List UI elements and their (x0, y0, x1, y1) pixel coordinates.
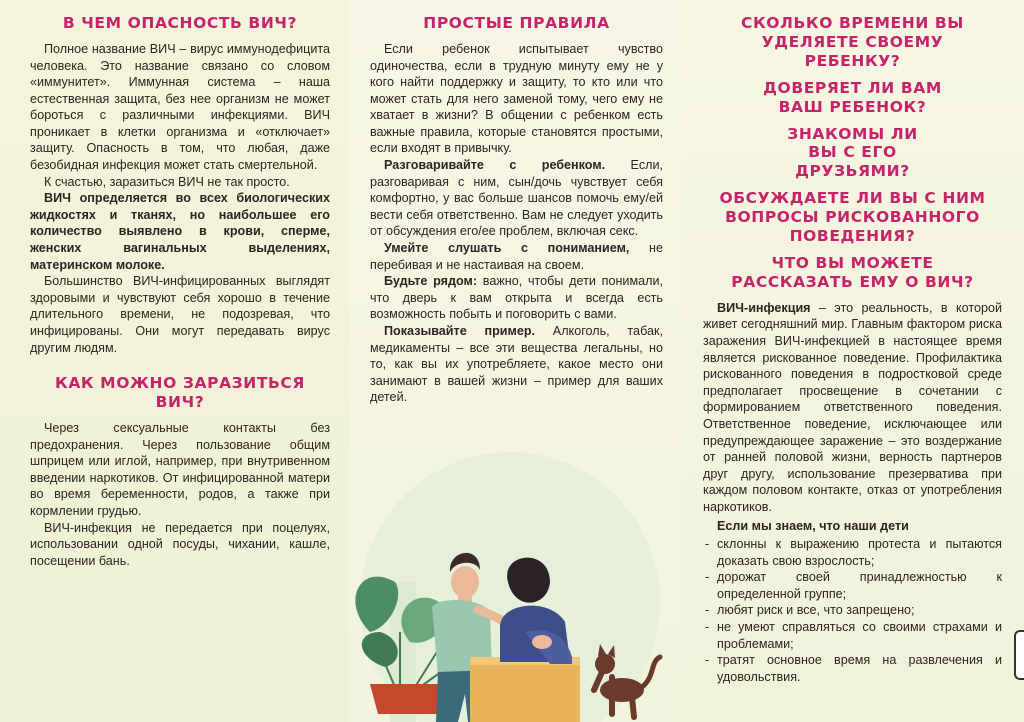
list-item: - тратят основное время на развлечения и удовольствия. (703, 652, 1002, 685)
list-intro: Если мы знаем, что наши дети (717, 518, 909, 533)
box (470, 657, 580, 722)
page-edge-tab (1014, 630, 1024, 680)
heading-danger: В ЧЕМ ОПАСНОСТЬ ВИЧ? (62, 14, 298, 32)
right-panel (683, 0, 1024, 722)
danger-paragraph-4: Большинство ВИЧ-инфицированных выглядят здоровыми и чувствуют себя хорошо в течение длительного времени, не подозревая, что инфицированы. Они могут передавать вирус другим людям. (30, 274, 330, 355)
question-hiv: ЧТО ВЫ МОЖЕТЕ РАССКАЗАТЬ ЕМУ О ВИЧ? (731, 253, 974, 291)
rule-example: Показывайте пример. Алкоголь, табак, медикаменты – все эти вещества легальны, но то, как вы их употребляете, какое место они занимают в вашей жизни – пример для ваших детей. (370, 324, 663, 405)
heading-infection: КАК МОЖНО ЗАРАЗИТЬСЯ ВИЧ? (55, 374, 305, 412)
list-item: - склонны к выражению протеста и пытаются доказать свою взрослость; (703, 536, 1002, 569)
rule-talk: Разговаривайте с ребенком. Если, разговаривая с ним, сын/дочь чувствует себя комфортно, у вас больше шансов помочь ему/ей вести себя ответственно. Вам не следует уходить от обсуждения его/ее проблем, включая секс. (370, 158, 663, 239)
rule-near: Будьте рядом: важно, чтобы дети понимали, что дверь к вам открыта и всегда есть возможность побыть и поговорить с вами. (370, 274, 664, 322)
list-item: - не умеют справляться со своими страхами и проблемами; (703, 619, 1002, 652)
children-traits-list (703, 536, 1002, 685)
question-friends: ЗНАКОМЫ ЛИ ВЫ С ЕГО ДРУЗЬЯМИ? (787, 124, 918, 181)
danger-paragraph-3: ВИЧ определяется во всех биологических жидкостях и тканях, но наибольшее его количество выявлено в крови, сперме, женских вагинальных выделениях, материнском молоке. (30, 191, 330, 272)
reality-paragraph: ВИЧ-инфекция – это реальность, в которой живет сегодняшний мир. Главным фактором риска заражения ВИЧ-инфекцией в настоящее время является рискованное поведение. Профилактика рискованного поведения в подростковой среде предполагает просвещение в сочетании с формированием ответственного поведения. Ответственное поведение, исключающее или предупреждающее заражение – это воздержание от ранней половой жизни, верность партнеров друг другу, использование презерватива при каждом половом контакте, отказ от употребления наркотиков. (703, 300, 1002, 514)
list-item: - дорожат своей принадлежностью к определенной группе; (703, 569, 1002, 602)
question-time: СКОЛЬКО ВРЕМЕНИ ВЫ УДЕЛЯЕТЕ СВОЕМУ РЕБЕНКУ? (741, 14, 964, 70)
rule-listen: Умейте слушать с пониманием, не перебивая и не настаивая на своем. (370, 241, 663, 272)
infection-paragraph-2: ВИЧ-инфекция не передается при поцелуях, использовании одной посуды, чихании, кашле, посещении бань. (30, 520, 330, 568)
infection-paragraph-1: Через сексуальные контакты без предохранения. Через пользование общим шприцем или иглой, например, при внутривенном введении наркотиков. От инфицированной матери во время беременности, родов, а также при кормлении грудью. (30, 421, 330, 518)
mother-child-illustration (350, 432, 683, 722)
middle-panel (350, 0, 683, 722)
danger-paragraph-2: К счастью, заразиться ВИЧ не так просто. (44, 174, 290, 189)
question-risk: ОБСУЖДАЕТЕ ЛИ ВЫ С НИМ ВОПРОСЫ РИСКОВАННОГО ПОВЕДЕНИЯ? (719, 189, 986, 246)
list-item: - любят риск и все, что запрещено; (703, 602, 1002, 619)
danger-paragraph-1: Полное название ВИЧ – вирус иммунодефицита человека. Это название связано со словом «иммунитет». Иммунная система – наша естественная защита, без нее организм не может бороться с различными инфекциями. ВИЧ проникает в клетки организма и «отключает» защиту. Опасность в том, что любая, даже безобидная инфекция может стать смертельной. (30, 41, 330, 173)
question-trust: ДОВЕРЯЕТ ЛИ ВАМ ВАШ РЕБЕНОК? (763, 78, 942, 116)
rules-paragraph: Если ребенок испытывает чувство одиночества, если в трудную минуту ему не у кого найти поддержку и защиту, то кто или что может стать для него заменой тому, чего ему не хватает в жизни? В общении с ребенком есть важные правила, которые становятся простыми, если входят в привычку. (370, 41, 663, 156)
left-panel (0, 0, 350, 722)
heading-rules: ПРОСТЫЕ ПРАВИЛА (423, 14, 610, 32)
